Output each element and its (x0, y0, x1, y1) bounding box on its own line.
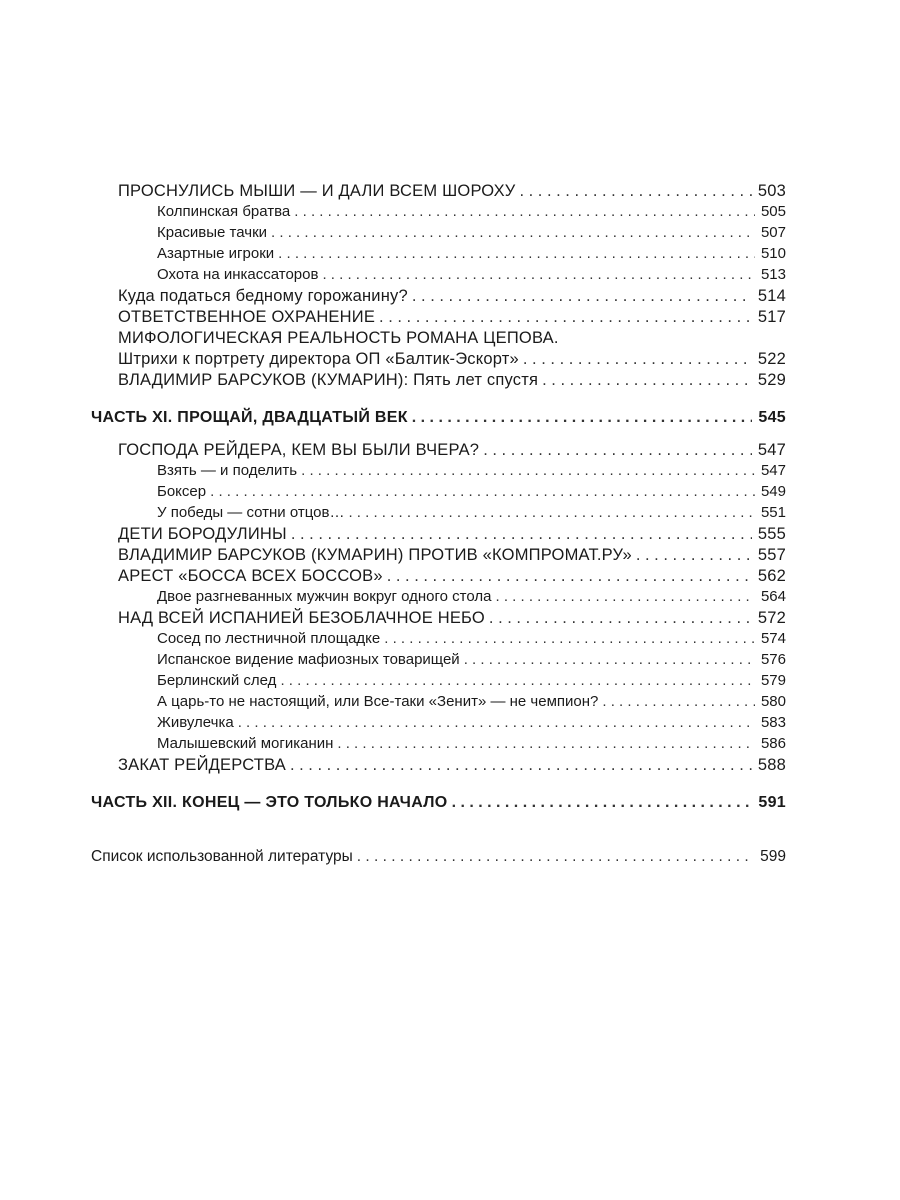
toc-entry (157, 628, 786, 650)
dot-leader (348, 502, 755, 524)
dot-leader (412, 407, 753, 429)
toc-entry (118, 180, 786, 202)
toc-entry-title: Штрихи к портрету директора ОП «Балтик-Эскорт» (118, 350, 519, 368)
dot-leader (291, 523, 752, 545)
toc-entry (157, 243, 786, 265)
toc-entry-title: ЧАСТЬ XI. ПРОЩАЙ, ДВАДЦАТЫЙ ВЕК (91, 409, 408, 426)
toc-entry (91, 846, 786, 868)
toc-entry-title: ОТВЕТСТВЕННОЕ ОХРАНЕНИЕ (118, 308, 376, 326)
toc-entry (157, 586, 786, 608)
dot-leader (489, 607, 752, 629)
toc-entry-title: ЗАКАТ РЕЙДЕРСТВА (118, 756, 286, 774)
toc-part-heading (91, 792, 786, 814)
toc-entry (157, 691, 786, 713)
toc-entry (157, 264, 786, 286)
dot-leader (542, 369, 752, 391)
dot-leader (464, 649, 755, 671)
toc-entry-title: Охота на инкассаторов (157, 266, 319, 283)
dot-leader (271, 222, 755, 244)
toc-entry-page: 517 (757, 308, 786, 326)
toc-entry-title: Берлинский след (157, 672, 277, 689)
toc-entry-title: Испанское видение мафиозных товарищей (157, 651, 460, 668)
toc-entry-title: Список использованной литературы (91, 848, 353, 865)
toc-entry (157, 222, 786, 244)
toc-entry-page: 547 (757, 441, 786, 459)
toc-entry-title: ВЛАДИМИР БАРСУКОВ (КУМАРИН) ПРОТИВ «КОМПРОМАТ.РУ» (118, 546, 632, 564)
toc-entry-page: 586 (760, 735, 786, 752)
toc-entry-page: 507 (760, 224, 786, 241)
toc-entry (157, 460, 786, 482)
toc-entry-page: 580 (760, 693, 786, 710)
toc-entry-title: Взять — и поделить (157, 462, 298, 479)
toc-entry-page: 529 (757, 371, 786, 389)
toc-entry (118, 348, 786, 370)
dot-leader (483, 439, 752, 461)
dot-leader (519, 180, 751, 202)
toc-entry (157, 502, 786, 524)
toc-entry (118, 607, 786, 629)
toc-entry (118, 523, 786, 545)
toc-entry-page: 557 (757, 546, 786, 564)
dot-leader (238, 712, 755, 734)
toc-entry (118, 754, 786, 776)
toc-entry-title: ЧАСТЬ XII. КОНЕЦ — ЭТО ТОЛЬКО НАЧАЛО (91, 794, 448, 811)
toc-entry (118, 439, 786, 461)
toc-entry-page: 545 (758, 409, 786, 426)
toc-entry (157, 201, 786, 223)
toc-entry-title: ГОСПОДА РЕЙДЕРА, КЕМ ВЫ БЫЛИ ВЧЕРА? (118, 441, 480, 459)
toc-entry-page: 574 (760, 630, 786, 647)
toc-entry-title: Малышевский могиканин (157, 735, 334, 752)
toc-entry-page: 562 (757, 567, 786, 585)
toc-entry (157, 481, 786, 503)
dot-leader (602, 691, 755, 713)
toc-entry-title: ДЕТИ БОРОДУЛИНЫ (118, 525, 287, 543)
toc-entry-page: 547 (760, 462, 786, 479)
toc-entry-page: 599 (760, 848, 786, 865)
dot-leader (636, 544, 752, 566)
toc-entry-page: 503 (757, 182, 786, 200)
toc-entry (118, 306, 786, 328)
toc-entry-title: НАД ВСЕЙ ИСПАНИЕЙ БЕЗОБЛАЧНОЕ НЕБО (118, 609, 485, 627)
toc-part-heading (91, 407, 786, 429)
toc-entry (118, 544, 786, 566)
toc-entry-title: А царь-то не настоящий, или Все-таки «Зенит» — не чемпион? (157, 693, 599, 710)
toc-entry (157, 733, 786, 755)
dot-leader (290, 754, 752, 776)
toc-entry-page: 572 (757, 609, 786, 627)
toc-entry (118, 327, 786, 349)
toc-entry-title: Живулечка (157, 714, 234, 731)
toc-entry-page: 579 (760, 672, 786, 689)
dot-leader (322, 264, 755, 286)
toc-entry (118, 285, 786, 307)
toc-entry-page: 564 (760, 588, 786, 605)
dot-leader (280, 670, 755, 692)
dot-leader (452, 792, 753, 814)
toc-entry-title: АРЕСТ «БОССА ВСЕХ БОССОВ» (118, 567, 383, 585)
dot-leader (278, 243, 755, 265)
toc-entry-title: Куда податься бедному горожанину? (118, 287, 408, 305)
toc-entry-title: Боксер (157, 483, 207, 500)
dot-leader (337, 733, 755, 755)
toc-entry-page: 510 (760, 245, 786, 262)
toc-entry-page: 549 (760, 483, 786, 500)
toc-entry-title: ВЛАДИМИР БАРСУКОВ (КУМАРИН): Пять лет спустя (118, 371, 539, 389)
toc-entry-page: 555 (757, 525, 786, 543)
toc-entry-title: Двое разгневанных мужчин вокруг одного стола (157, 588, 492, 605)
dot-leader (384, 628, 755, 650)
toc-entry (157, 649, 786, 671)
toc-entry-title: Сосед по лестничной площадке (157, 630, 381, 647)
toc-entry (118, 565, 786, 587)
dot-leader (379, 306, 752, 328)
toc-entry-page: 583 (760, 714, 786, 731)
toc-entry (157, 712, 786, 734)
toc-entry-page: 551 (760, 504, 786, 521)
toc-entry-page: 513 (760, 266, 786, 283)
toc-entry-title: Азартные игроки (157, 245, 275, 262)
toc-entry-title: Красивые тачки (157, 224, 268, 241)
dot-leader (523, 348, 752, 370)
dot-leader (387, 565, 752, 587)
toc-entry-page: 522 (757, 350, 786, 368)
toc-entry-page: 505 (760, 203, 786, 220)
toc-entry (118, 369, 786, 391)
toc-entry-page: 514 (757, 287, 786, 305)
toc-entry-page: 576 (760, 651, 786, 668)
toc-entry-title: МИФОЛОГИЧЕСКАЯ РЕАЛЬНОСТЬ РОМАНА ЦЕПОВА. (118, 329, 559, 347)
toc-entry-title: ПРОСНУЛИСЬ МЫШИ — И ДАЛИ ВСЕМ ШОРОХУ (118, 182, 516, 200)
toc-entry-title: У победы — сотни отцов… (157, 504, 345, 521)
dot-leader (301, 460, 755, 482)
dot-leader (412, 285, 752, 307)
dot-leader (357, 846, 754, 868)
toc-entry-page: 591 (758, 794, 786, 811)
dot-leader (210, 481, 755, 503)
dot-leader (294, 201, 755, 223)
toc-entry-title: Колпинская братва (157, 203, 291, 220)
toc-entry (157, 670, 786, 692)
dot-leader (496, 586, 755, 608)
toc-entry-page: 588 (757, 756, 786, 774)
